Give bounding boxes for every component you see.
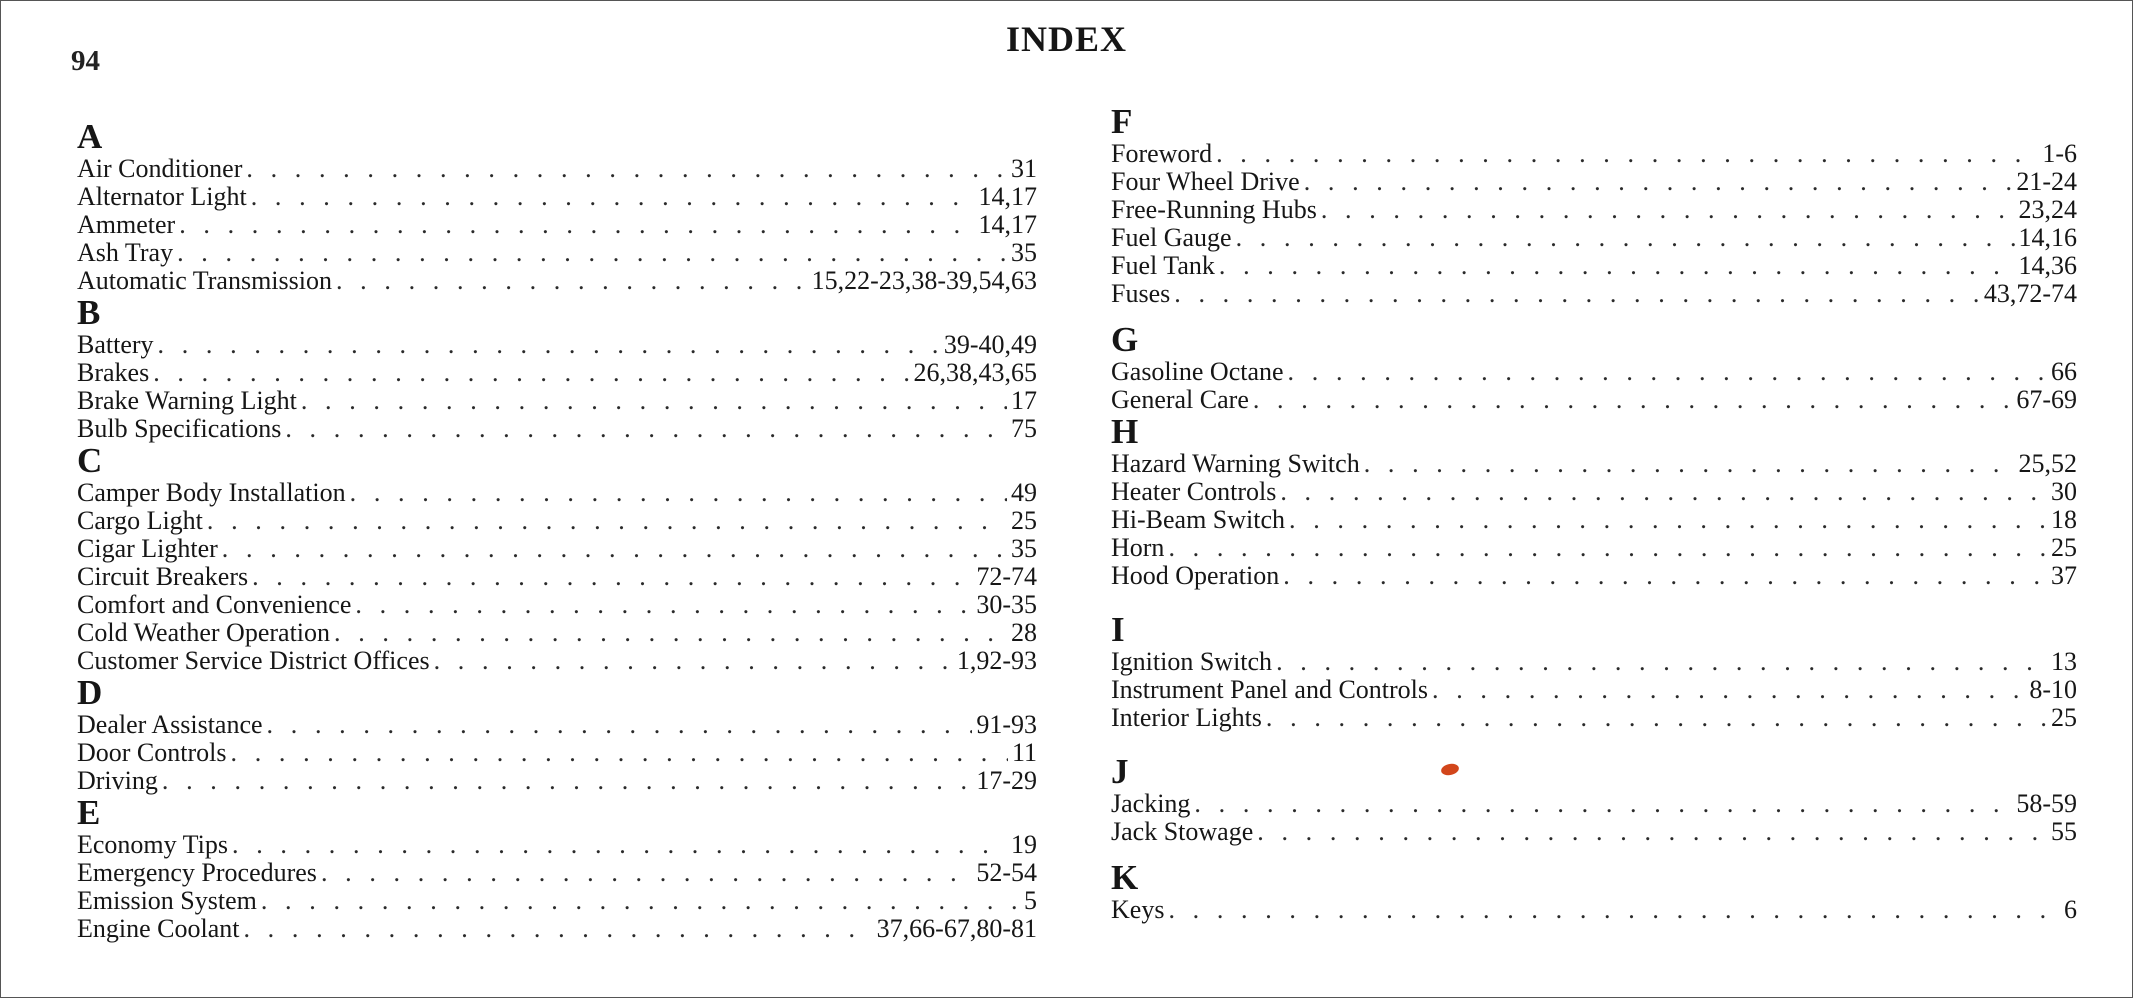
dot-leader [179,211,974,239]
dot-leader [1257,818,2047,846]
index-section-b [77,295,1037,443]
index-entry [1111,534,2077,562]
entry-label: Customer Service District Offices [77,646,430,675]
index-section-d [77,675,1037,795]
entry-pages: 17-29 [976,766,1037,795]
dot-leader [1168,534,2047,562]
section-letter: E [77,793,101,832]
entry-label: Brake Warning Light [77,386,297,415]
index-entry [77,563,1037,591]
entry-label: Interior Lights [1111,703,1262,732]
index-section-f [1111,104,2077,308]
index-entry [1111,478,2077,506]
entry-label: Automatic Transmission [77,266,332,295]
dot-leader [232,831,1007,859]
entry-pages: 30 [2051,477,2077,506]
dot-leader [1304,168,2013,196]
entry-label: Comfort and Convenience [77,590,352,619]
dot-leader [336,267,808,295]
index-section-a [77,119,1037,295]
index-entry [77,647,1037,675]
entry-pages: 13 [2051,647,2077,676]
entry-label: Free-Running Hubs [1111,195,1317,224]
index-entry [1111,140,2077,168]
entry-label: Heater Controls [1111,477,1277,506]
entry-label: Dealer Assistance [77,710,263,739]
index-entry [77,711,1037,739]
entry-pages: 26,38,43,65 [913,358,1037,387]
index-entry [77,155,1037,183]
index-entry [77,619,1037,647]
entry-label: General Care [1111,385,1249,414]
index-column-left [77,119,1037,943]
dot-leader [1236,224,2015,252]
entry-pages: 21-24 [2016,167,2077,196]
entry-pages: 11 [1011,738,1037,767]
dot-leader [231,739,1008,767]
entry-pages: 58-59 [2016,789,2077,818]
page-number: 94 [71,45,100,77]
entry-label: Ignition Switch [1111,647,1273,676]
index-entry [77,479,1037,507]
entry-label: Fuses [1111,279,1171,308]
index-entry [77,859,1037,887]
index-entry [77,739,1037,767]
dot-leader [177,239,1007,267]
dot-leader [1253,386,2012,414]
entry-label: Engine Coolant [77,914,240,943]
index-section-g [1111,322,2077,414]
entry-label: Camper Body Installation [77,478,346,507]
index-entry [77,239,1037,267]
entry-label: Emission System [77,886,257,915]
entry-label: Cargo Light [77,506,203,535]
entry-label: Cold Weather Operation [77,618,331,647]
entry-label: Horn [1111,533,1165,562]
dot-leader [355,591,972,619]
section-letter: H [1111,412,1139,451]
entry-label: Instrument Panel and Controls [1111,675,1429,704]
entry-pages: 30-35 [976,590,1037,619]
dot-leader [1219,252,2015,280]
entry-label: Driving [77,766,158,795]
entry-label: Ammeter [77,210,176,239]
dot-leader [162,767,972,795]
index-entry [1111,790,2077,818]
entry-pages: 14,17 [978,182,1037,211]
index-entry [1111,450,2077,478]
entry-pages: 37,66-67,80-81 [876,914,1037,943]
dot-leader [243,915,872,943]
entry-pages: 72-74 [976,562,1037,591]
section-letter: B [77,293,101,332]
entry-label: Hazard Warning Switch [1111,449,1360,478]
index-section-e [77,795,1037,943]
entry-label: Fuel Gauge [1111,223,1232,252]
entry-pages: 17 [1011,386,1037,415]
dot-leader [1168,896,2060,924]
entry-pages: 28 [1011,618,1037,647]
index-entry [77,591,1037,619]
dot-leader [251,183,975,211]
entry-label: Jacking [1111,789,1191,818]
index-entry [77,831,1037,859]
page-title: INDEX [1005,19,1127,59]
dot-leader [434,647,953,675]
index-entry [1111,562,2077,590]
entry-pages: 31 [1011,154,1037,183]
dot-leader [246,155,1007,183]
section-letter: J [1111,752,1129,791]
entry-pages: 25 [2051,703,2077,732]
dot-leader [1280,478,2047,506]
index-entry [1111,896,2077,924]
entry-pages: 14,36 [2018,251,2077,280]
dot-leader [1288,358,2047,386]
section-letter: I [1111,610,1125,649]
entry-pages: 23,24 [2018,195,2077,224]
index-entry [1111,704,2077,732]
dot-leader [158,331,940,359]
entry-pages: 39-40,49 [943,330,1037,359]
entry-pages: 6 [2064,895,2077,924]
entry-pages: 67-69 [2016,385,2077,414]
entry-label: Bulb Specifications [77,414,282,443]
index-entry [1111,224,2077,252]
index-entry [77,387,1037,415]
entry-label: Hi-Beam Switch [1111,505,1286,534]
index-entry [1111,196,2077,224]
entry-label: Hood Operation [1111,561,1280,590]
index-entry [77,183,1037,211]
index-entry [77,211,1037,239]
entry-label: Ash Tray [77,238,174,267]
section-letter: A [77,117,103,156]
dot-leader [350,479,1007,507]
entry-pages: 1,92-93 [956,646,1037,675]
entry-label: Foreword [1111,139,1213,168]
dot-leader [1194,790,2012,818]
entry-label: Alternator Light [77,182,247,211]
entry-label: Door Controls [77,738,227,767]
entry-pages: 18 [2051,505,2077,534]
index-section-h [1111,414,2077,590]
dot-leader [261,887,1020,915]
entry-pages: 43,72-74 [1983,279,2077,308]
entry-pages: 35 [1011,238,1037,267]
index-entry [77,331,1037,359]
index-entry [1111,386,2077,414]
index-entry [1111,648,2077,676]
dot-leader [1432,676,2025,704]
entry-label: Emergency Procedures [77,858,317,887]
entry-label: Air Conditioner [77,154,243,183]
section-letter: K [1111,858,1139,897]
index-entry [77,415,1037,443]
entry-pages: 25 [2051,533,2077,562]
index-entry [77,535,1037,563]
entry-pages: 37 [2051,561,2077,590]
dot-leader [334,619,1007,647]
dot-leader [321,859,972,887]
entry-pages: 14,16 [2018,223,2077,252]
entry-label: Cigar Lighter [77,534,218,563]
index-entry [1111,280,2077,308]
entry-label: Battery [77,330,154,359]
entry-pages: 91-93 [976,710,1037,739]
index-entry [77,887,1037,915]
entry-label: Keys [1111,895,1165,924]
index-column-right [1111,104,2077,924]
entry-label: Jack Stowage [1111,817,1254,846]
index-entry [1111,252,2077,280]
index-entry [1111,506,2077,534]
index-section-i [1111,612,2077,732]
entry-pages: 49 [1011,478,1037,507]
entry-label: Four Wheel Drive [1111,167,1300,196]
entry-pages: 66 [2051,357,2077,386]
dot-leader [252,563,972,591]
dot-leader [301,387,1007,415]
section-letter: D [77,673,103,712]
index-section-k [1111,860,2077,924]
dot-leader [1266,704,2047,732]
entry-pages: 55 [2051,817,2077,846]
dot-leader [1276,648,2047,676]
entry-pages: 35 [1011,534,1037,563]
entry-pages: 15,22-23,38-39,54,63 [811,266,1037,295]
dot-leader [285,415,1007,443]
entry-label: Circuit Breakers [77,562,249,591]
entry-pages: 1-6 [2042,139,2077,168]
section-letter: G [1111,320,1139,359]
dot-leader [1364,450,2015,478]
index-entry [1111,818,2077,846]
entry-pages: 75 [1011,414,1037,443]
index-section-c [77,443,1037,675]
entry-pages: 19 [1011,830,1037,859]
dot-leader [1283,562,2047,590]
dot-leader [207,507,1007,535]
section-letter: C [77,441,103,480]
entry-pages: 14,17 [978,210,1037,239]
dot-leader [153,359,909,387]
dot-leader [1174,280,1980,308]
index-entry [77,359,1037,387]
entry-label: Brakes [77,358,150,387]
entry-label: Economy Tips [77,830,228,859]
entry-label: Gasoline Octane [1111,357,1284,386]
entry-pages: 25 [1011,506,1037,535]
section-letter: F [1111,102,1133,141]
dot-leader [267,711,973,739]
index-entry [77,267,1037,295]
entry-label: Fuel Tank [1111,251,1215,280]
entry-pages: 25,52 [2018,449,2077,478]
index-entry [1111,168,2077,196]
dot-leader [1216,140,2038,168]
index-entry [77,507,1037,535]
index-section-j [1111,754,2077,846]
dot-leader [1289,506,2047,534]
index-entry [1111,676,2077,704]
index-entry [77,915,1037,943]
dot-leader [1321,196,2015,224]
entry-pages: 52-54 [976,858,1037,887]
entry-pages: 5 [1024,886,1037,915]
index-entry [1111,358,2077,386]
index-entry [77,767,1037,795]
dot-leader [222,535,1007,563]
entry-pages: 8-10 [2029,675,2077,704]
